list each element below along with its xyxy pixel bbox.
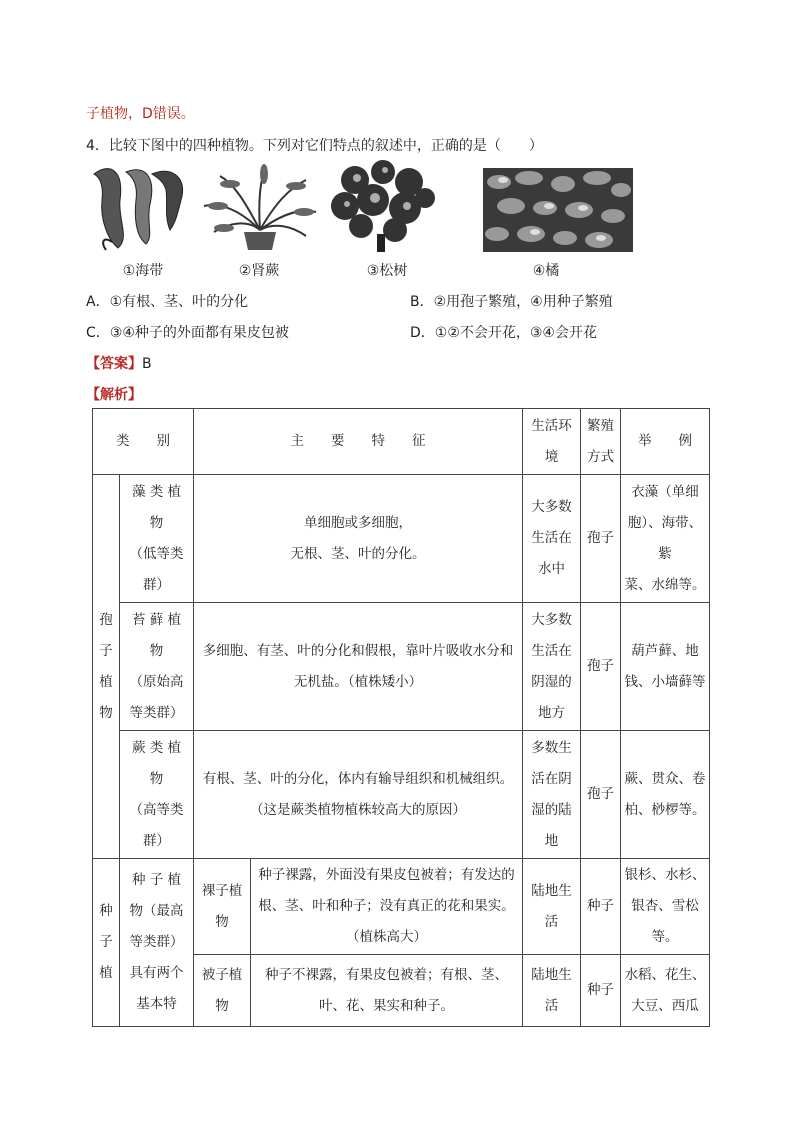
fern-feature: 有根、茎、叶的分化，体内有输导组织和机械组织。 （这是蕨类植物植株较高大的原因） — [194, 731, 523, 859]
table-row-moss — [93, 603, 710, 731]
angiosperm-habitat: 陆地生 活 — [523, 955, 581, 1027]
table-row-algae — [93, 475, 710, 603]
algae-feature: 单细胞或多细胞， 无根、茎、叶的分化。 — [194, 475, 523, 603]
caption-orange: ④橘 — [532, 263, 560, 279]
angiosperm-reproduction: 种子 — [581, 955, 621, 1027]
fern-reproduction: 孢子 — [581, 731, 621, 859]
classification-table — [92, 408, 710, 1027]
table-row-gymnosperm — [93, 859, 710, 955]
question-stem: 4．比较下图中的四种植物。下列对它们特点的叙述中，正确的是（ ） — [86, 138, 543, 154]
algae-example: 衣藻（单细 胞）、海带、紫 菜、水绵等。 — [621, 475, 710, 603]
seed-plant-description: 种 子 植 物（最高 等类群） 具有两个 基本特 — [120, 859, 194, 1027]
angiosperm-name: 被子植物 — [194, 955, 251, 1027]
gymnosperm-name: 裸子植物 — [194, 859, 251, 955]
table-row-fern — [93, 731, 710, 859]
moss-reproduction: 孢子 — [581, 603, 621, 731]
algae-habitat: 大多数 生活在 水中 — [523, 475, 581, 603]
option-d: D．①②不会开花，③④会开花 — [410, 325, 597, 341]
intro-line: 子植物，D错误。 — [86, 106, 195, 122]
group-seed-plants: 种 子 植 — [93, 859, 120, 1027]
answer-line — [86, 353, 152, 373]
group-spore-plants: 孢 子 植 物 — [93, 475, 120, 859]
answer-label: 【答案】 — [86, 356, 142, 372]
answer-value: B — [142, 356, 152, 372]
header-example: 举 例 — [621, 409, 710, 475]
header-feature: 主 要 特 征 — [194, 409, 523, 475]
fern-habitat: 多数生 活在阴 湿的陆 地 — [523, 731, 581, 859]
caption-kelp: ①海带 — [122, 263, 164, 279]
moss-feature: 多细胞、有茎、叶的分化和假根，靠叶片吸收水分和 无机盐。（植株矮小） — [194, 603, 523, 731]
fern-image — [200, 160, 320, 252]
header-category: 类 别 — [93, 409, 194, 475]
gymnosperm-feature: 种子裸露，外面没有果皮包被着；有发达的 根、茎、叶和种子；没有真正的花和果实。 （植株高大） — [251, 859, 523, 955]
gymnosperm-example: 银杉、水杉、 银杏、雪松 等。 — [621, 859, 710, 955]
pine-image — [325, 160, 440, 252]
option-c: C．③④种子的外面都有果皮包被 — [86, 325, 289, 341]
header-habitat: 生活环 境 — [523, 409, 581, 475]
gymnosperm-habitat: 陆地生 活 — [523, 859, 581, 955]
table-header-row — [93, 409, 710, 475]
header-reproduction: 繁殖 方式 — [581, 409, 621, 475]
kelp-image — [90, 160, 190, 252]
orange-tree-image — [483, 168, 633, 252]
caption-pine: ③松树 — [366, 263, 408, 279]
option-b: B．②用孢子繁殖，④用种子繁殖 — [410, 294, 613, 310]
fern-example: 蕨、贯众、卷 柏、桫椤等。 — [621, 731, 710, 859]
algae-reproduction: 孢子 — [581, 475, 621, 603]
angiosperm-feature: 种子不裸露，有果皮包被着；有根、茎、 叶、花、果实和种子。 — [251, 955, 523, 1027]
moss-name: 苔 藓 植 物 （原始高 等类群） — [120, 603, 194, 731]
fern-name: 蕨 类 植 物 （高等类 群） — [120, 731, 194, 859]
analysis-label: 【解析】 — [86, 387, 142, 403]
algae-name: 藻 类 植 物 （低等类 群） — [120, 475, 194, 603]
gymnosperm-reproduction: 种子 — [581, 859, 621, 955]
angiosperm-example: 水稻、花生、 大豆、西瓜 — [621, 955, 710, 1027]
caption-fern: ②肾蕨 — [238, 263, 280, 279]
option-a: A．①有根、茎、叶的分化 — [86, 294, 249, 310]
moss-habitat: 大多数 生活在 阴湿的 地方 — [523, 603, 581, 731]
moss-example: 葫芦藓、地 钱、小墙藓等 — [621, 603, 710, 731]
